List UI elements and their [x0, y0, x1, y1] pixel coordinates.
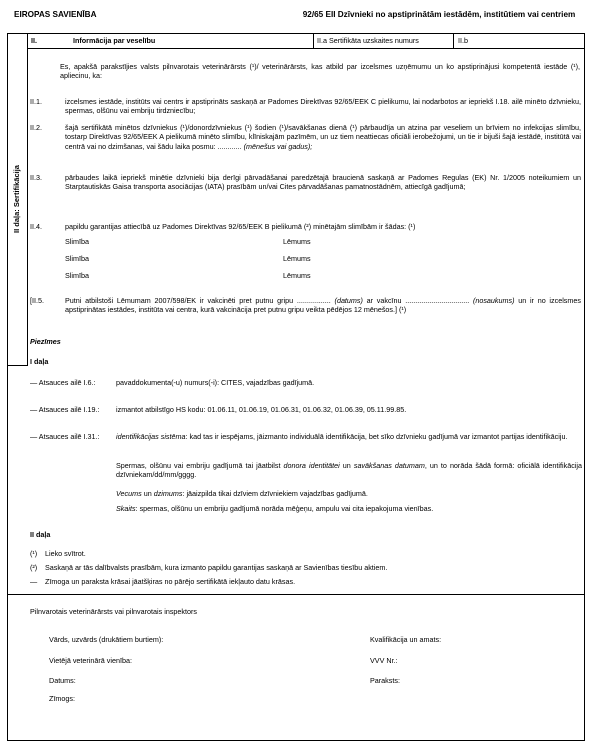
qualification-field-label: Kvalifikācija un amats:: [370, 635, 442, 644]
signature-separator: [7, 594, 585, 595]
note-label: —: [30, 577, 38, 586]
unit-field-label: Vietējā veterinārā vienība:: [49, 656, 132, 665]
part1-title: I daļa: [30, 357, 49, 366]
side-label: II daļa: Sertifikācija: [12, 165, 22, 233]
header-right: 92/65 EII Dzīvnieki no apstiprinātām iestādēm, institūtiem vai centriem: [302, 10, 576, 19]
item-number: II.3.: [30, 173, 42, 182]
iib-cell: II.b: [458, 36, 468, 45]
cert-ref-cell: II.a Sertifikāta uzskaites numurs: [313, 33, 454, 48]
side-label-box: [7, 33, 28, 366]
intro-text: Es, apakšā parakstījies valsts pilnvarotais veterinārārsts (¹)/ veterinārārsts, kas atbild par izcelsmes uzņēmumu un ko apstiprinājusi kompetentā iestāde (¹), apliecinu, ka:: [60, 62, 580, 81]
note-label: (¹): [30, 549, 38, 558]
note-label: — Atsauces ailē I.6.:: [30, 378, 96, 387]
note-text: Zīmoga un paraksta krāsai jāatšķiras no pārējo sertifikātā iekļauto datu krāsas.: [45, 577, 296, 586]
disease-label: Slimība: [65, 271, 89, 280]
item-text: šajā sertifikātā minētos dzīvniekus (¹)/donordzīvniekus (¹) šodien (¹)/savākšanas dienā (¹) pārbaudīja un atzina par veseliem un brīviem no infekcijas slimību, tostarp Direktīvas 92/65/EEK A pielikumā minēto slimību, klīniskajām pazīmēm, un uz tiem neattiecas oficiāli ierobežojumi, un tie ir bijuši šajā iestādē, institūtā vai centrā vai no dzimšanas, vai šādu laika posmu: ............ (mēnešus vai gadus);: [65, 123, 581, 151]
item-text: papildu garantijas attiecībā uz Padomes Direktīvas 92/65/EEK B pielikumā (²) minētajām slimībām ir šādas: (¹): [65, 222, 416, 231]
section-header-row: [28, 33, 585, 49]
note-text: Saskaņā ar tās dalībvalsts prasībām, kura izmanto papildu garantijas saskaņā ar Savienības tiesību aktiem.: [45, 563, 388, 572]
note-text: identifikācijas sistēma: kad tas ir iespējams, jāizmanto individuālā identifikācija, bet sīko dzīvnieku gadījumā var izmantot partijas identifikāciju.: [116, 432, 568, 441]
header-left: EIROPAS SAVIENĪBA: [14, 10, 97, 19]
section-number: II.: [31, 36, 37, 45]
note-text: Vecums un dzimums: jāaizpilda tikai dzīviem dzīvniekiem vajadzības gadījumā.: [116, 489, 368, 498]
decision-label: Lēmums: [283, 271, 311, 280]
decision-label: Lēmums: [283, 237, 311, 246]
disease-label: Slimība: [65, 254, 89, 263]
note-label: (²): [30, 563, 38, 572]
item-number: [II.5.: [30, 296, 44, 305]
signature-title: Pilnvarotais veterinārārsts vai pilnvarotais inspektors: [30, 607, 197, 616]
notes-title: Piezīmes: [30, 337, 61, 346]
part2-title: II daļa: [30, 530, 51, 539]
name-field-label: Vārds, uzvārds (drukātiem burtiem):: [49, 635, 164, 644]
note-label: — Atsauces ailē I.19.:: [30, 405, 100, 414]
stamp-field-label: Zīmogs:: [49, 694, 75, 703]
note-text: Spermas, olšūnu vai embriju gadījumā tai jāatbilst donora identitātei un savākšanas datumam, un to norāda šādā formā: oficiālā identifikācija dzīvniekam/dd/mm/gggg.: [116, 461, 582, 480]
date-field-label: Datums:: [49, 676, 76, 685]
item-number: II.4.: [30, 222, 42, 231]
signature-field-label: Paraksts:: [370, 676, 400, 685]
note-label: — Atsauces ailē I.31.:: [30, 432, 100, 441]
note-text: pavaddokumenta(-u) numurs(-i): CITES, vajadzības gadījumā.: [116, 378, 315, 387]
decision-label: Lēmums: [283, 254, 311, 263]
item-number: II.1.: [30, 97, 42, 106]
note-text: Skaits: spermas, olšūnu un embriju gadījumā norāda mēģeņu, ampulu vai cita iepakojuma vienības.: [116, 504, 434, 513]
vvv-field-label: VVV Nr.:: [370, 656, 398, 665]
note-text: izmantot atbilstīgo HS kodu: 01.06.11, 01.06.19, 01.06.31, 01.06.32, 01.06.39, 05.11.99.85.: [116, 405, 407, 414]
item-text: pārbaudes laikā iepriekš minētie dzīvnieki bija derīgi pārvadāšanai paredzētajā braucienā saskaņā ar Padomes Regulas (EK) Nr. 1/2005 noteikumiem un Starptautiskās Gaisa transporta asociācijas (IATA) prasībām un/vai Cites pārvadāšanas pamatnostādnēm, attiecīgā gadījumā;: [65, 173, 581, 192]
section-title: Informācija par veselību: [73, 36, 156, 45]
disease-label: Slimība: [65, 237, 89, 246]
note-text: Lieko svītrot.: [45, 549, 86, 558]
item-number: II.2.: [30, 123, 42, 132]
item-text: Putni atbilstoši Lēmumam 2007/598/EK ir vakcinēti pret putnu gripu ................. (datums) ar vakcīnu ................................ (nosaukums) un ir no izcelsmes apstiprinātas iestādes, institūta vai centra, kurā vakcinācija pret putnu gripu veikta pēdējos 12 mēnešos.] (¹): [65, 296, 581, 315]
item-text: izcelsmes iestāde, institūts vai centrs ir apstiprināts saskaņā ar Padomes Direktīvas 92/65/EEK C pielikumu, lai nodarbotos ar iepriekš I.18. ailē minēto dzīvnieku, spermas, olšūnu vai embriju tirdzniecību;: [65, 97, 581, 116]
